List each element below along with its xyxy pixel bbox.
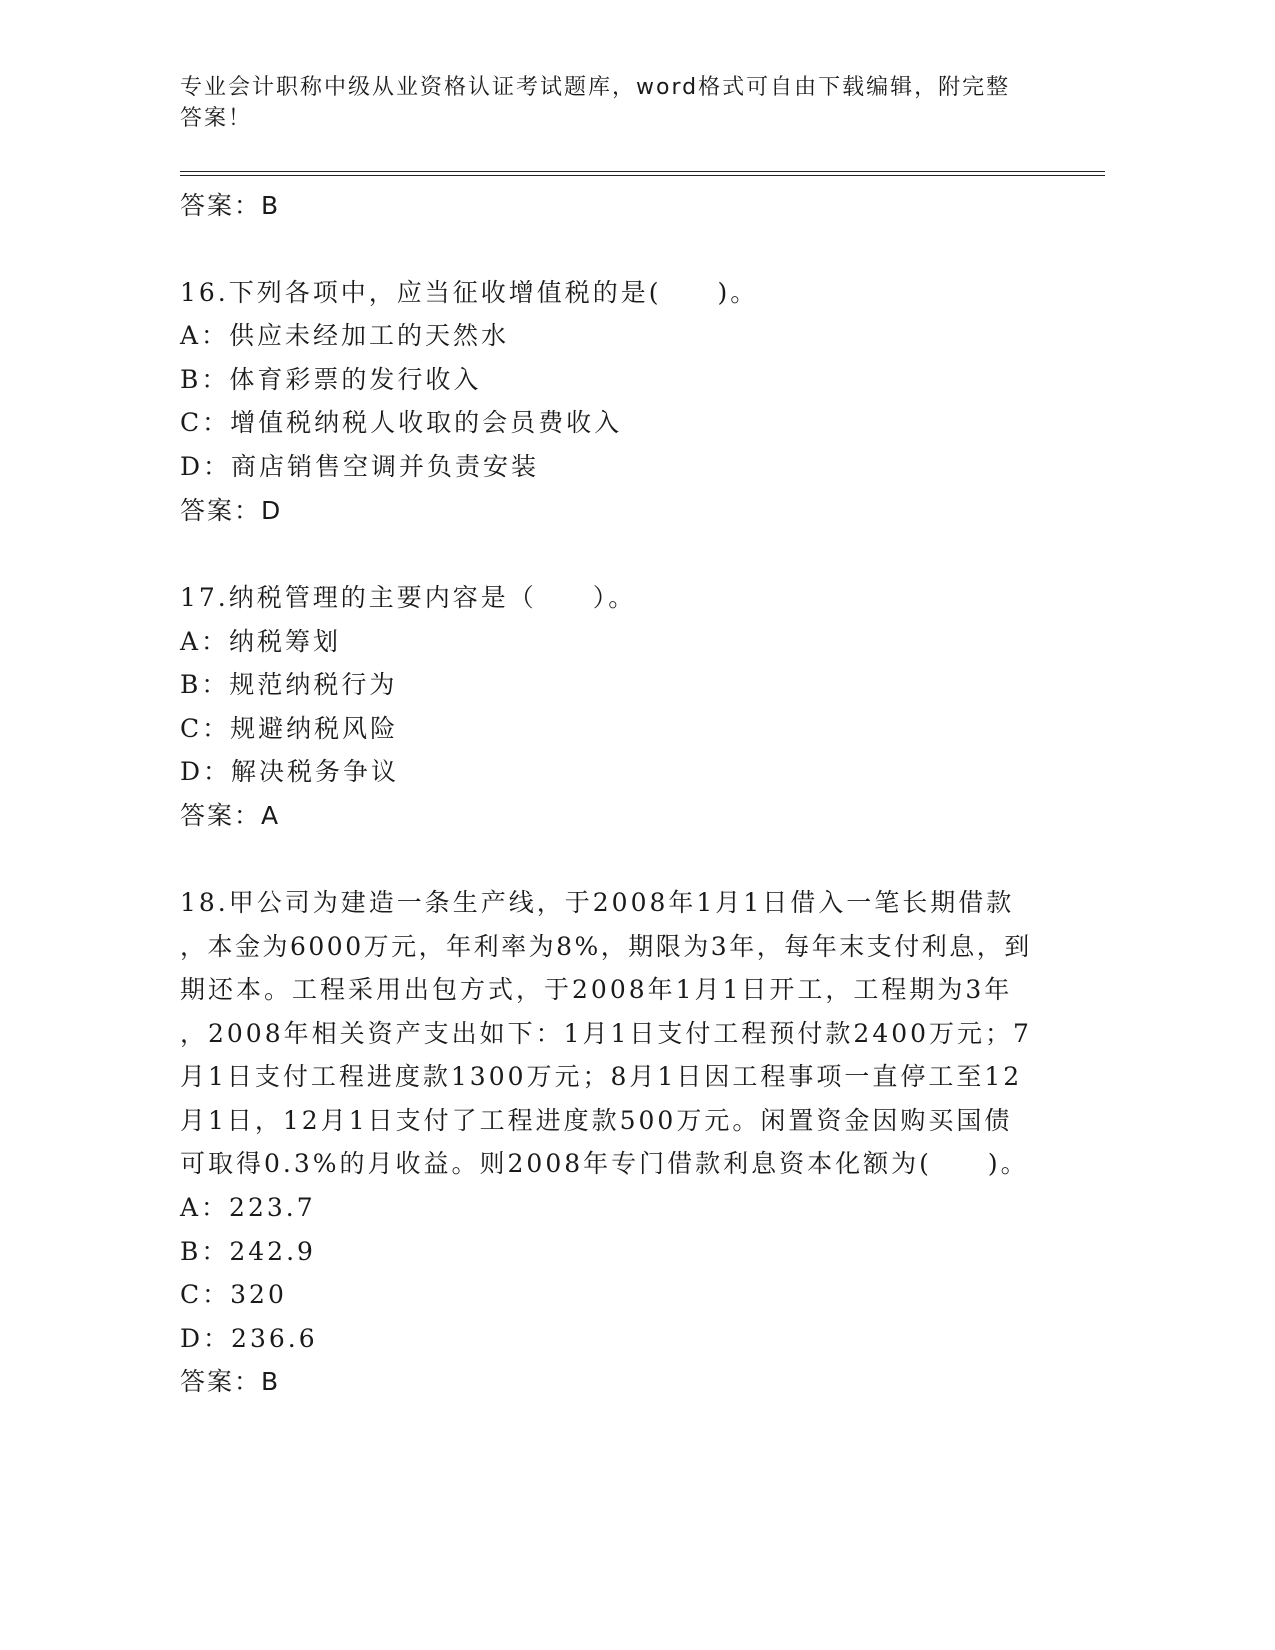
question-18-stem-line-4: ，2008年相关资产支出如下：1月1日支付工程预付款2400万元；7 — [180, 1019, 1032, 1048]
question-18-stem-line-7: 可取得0.3%的月收益。则2008年专门借款利息资本化额为( )。 — [180, 1149, 1029, 1178]
answer-previous: 答案：B — [180, 191, 281, 220]
question-18-option-a: A：223.7 — [180, 1193, 316, 1222]
question-18-stem-line-6: 月1日，12月1日支付了工程进度款500万元。闲置资金因购买国债 — [180, 1106, 1013, 1135]
question-18-stem-line-3: 期还本。工程采用出包方式，于2008年1月1日开工，工程期为3年 — [180, 975, 1013, 1004]
question-16-option-b: B：体育彩票的发行收入 — [180, 365, 482, 394]
header-divider — [180, 171, 1105, 176]
question-18-option-c: C：320 — [180, 1280, 287, 1309]
question-16-option-a: A：供应未经加工的天然水 — [180, 321, 510, 350]
question-18-stem-line-5: 月1日支付工程进度款1300万元；8月1日因工程事项一直停工至12 — [180, 1062, 1023, 1091]
question-16-stem: 16.下列各项中，应当征收增值税的是( )。 — [180, 278, 759, 307]
question-18-stem-line-2: ，本金为6000万元，年利率为8%，期限为3年，每年末支付利息，到 — [180, 932, 1032, 961]
question-16-option-c: C：增值税纳税人收取的会员费收入 — [180, 408, 623, 437]
question-17-option-a: A：纳税筹划 — [180, 627, 342, 656]
question-16-answer: 答案：D — [180, 496, 283, 525]
question-18-option-b: B：242.9 — [180, 1237, 316, 1266]
question-17-option-d: D：解决税务争议 — [180, 757, 400, 786]
question-18-answer: 答案：B — [180, 1367, 281, 1396]
question-18-stem-line-1: 18.甲公司为建造一条生产线，于2008年1月1日借入一笔长期借款 — [180, 888, 1015, 917]
document-header: 专业会计职称中级从业资格认证考试题库，word格式可自由下载编辑，附完整答案！ — [180, 75, 1011, 131]
question-16-option-d: D：商店销售空调并负责安装 — [180, 452, 540, 481]
question-18-option-d: D：236.6 — [180, 1324, 318, 1353]
question-17-answer: 答案：A — [180, 801, 281, 830]
question-17-option-b: B：规范纳税行为 — [180, 670, 398, 699]
question-17-option-c: C：规避纳税风险 — [180, 714, 399, 743]
question-17-stem: 17.纳税管理的主要内容是（ ）。 — [180, 583, 637, 612]
